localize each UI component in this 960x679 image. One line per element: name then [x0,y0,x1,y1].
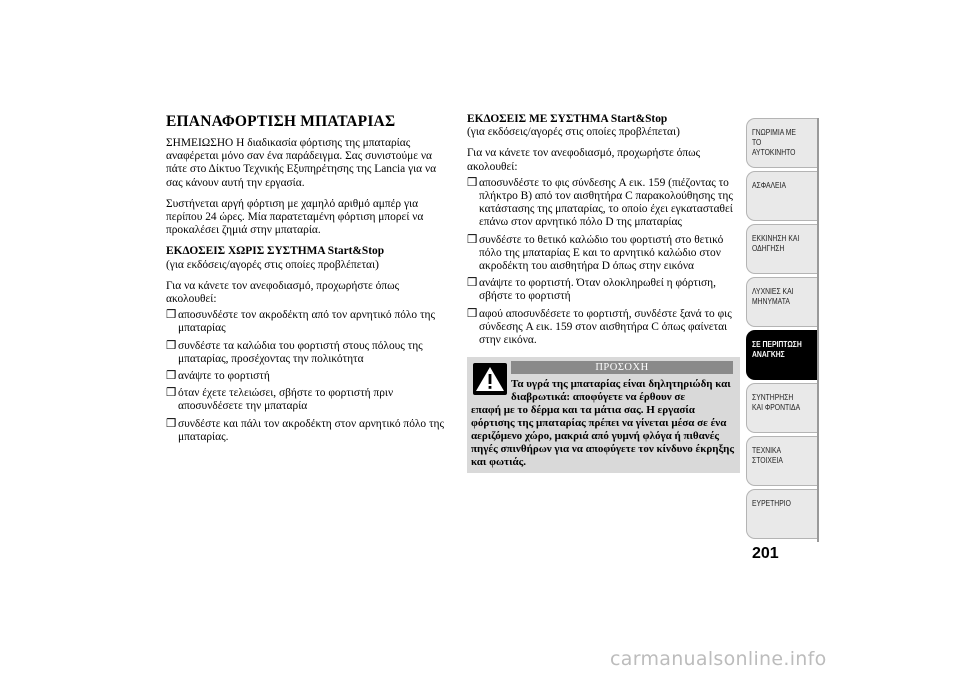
tab-warning-lights[interactable]: ΛΥΧΝΙΕΣ ΚΑΙ ΜΗΝΥΜΑΤΑ [746,277,818,327]
warning-title: ΠΡΟΣΟΧΗ [511,361,733,374]
watermark: carmanualsonline.info [610,648,827,670]
tab-index[interactable]: ΕΥΡΕΤΗΡΙΟ [746,489,818,539]
tab-starting-driving[interactable]: ΕΚΚΙΝΗΣΗ ΚΑΙ ΟΔΗΓΗΣΗ [746,224,818,274]
page-title: ΕΠΑΝΑΦΟΡΤΙΣΗ ΜΠΑΤΑΡΙΑΣ [166,113,396,130]
tab-safety[interactable]: ΑΣΦΑΛΕΙΑ [746,171,818,221]
tab-maintenance[interactable]: ΣΥΝΤΗΡΗΣΗ ΚΑΙ ΦΡΟΝΤΙΔΑ [746,383,818,433]
intro-paragraph: Για να κάνετε τον ανεφοδιασμό, προχωρήστε όπως ακολουθεί: [467,147,701,173]
section-note: (για εκδόσεις/αγορές στις οποίες προβλέπεται) [166,258,379,271]
chapter-tabs [746,118,818,542]
checkbox-bullet-icon: ❒ [467,277,478,290]
checkbox-bullet-icon: ❒ [467,233,478,246]
list-item: ❒ συνδέστε το θετικό καλώδιο του φορτιστή στο θετικό πόλο της μπαταρίας E και το αρνητικό καλώδιο στον ακροδέκτη του αισθητήρα D όπως στην εικόνα [467,233,724,273]
section-title-with-startstop: ΕΚΔΟΣΕΙΣ ΜΕ ΣΥΣΤΗΜΑ Start&Stop [467,113,668,125]
warning-lead-text: Τα υγρά της μπαταρίας είναι δηλητηριώδη και διαβρωτικά: αποφύγετε να έρθουν σε [511,378,731,403]
right-column [467,113,739,351]
list-item: ❒ αποσυνδέστε το φις σύνδεσης A εικ. 159 (πιέζοντας το πλήκτρο B) από τον αισθητήρα C παρακολούθησης της κατάστασης της μπαταρίας, το οποίο έχει εγκατασταθεί επάνω στον αρνητικό πόλο D της μπαταρίας [467,176,733,229]
steps-list [166,309,452,444]
checkbox-bullet-icon: ❒ [166,339,177,352]
page-number: 201 [752,545,779,562]
list-item: ❒ ανάψτε το φορτιστή. Όταν ολοκληρωθεί η φόρτιση, σβήστε το φορτιστή [467,277,716,303]
warning-triangle-icon [473,363,507,395]
warning-box [467,357,740,473]
tab-divider [817,118,819,542]
checkbox-bullet-icon: ❒ [467,307,478,320]
warning-body-text: επαφή με το δέρμα και τα μάτια σας. Η εργασία φόρτισης της μπαταρίας πρέπει να γίνεται μέσα σε ένα αεριζόμενο χώρο, μακριά από γυμνή φλόγα ή πιθανές πηγές σπινθήρων για να αποφύγετε τον κίνδυνο έκρηξης και φωτιάς. [471,404,735,468]
list-item: ❒ αφού αποσυνδέσετε το φορτιστή, συνδέστε ξανά το φις σύνδεσης A εικ. 159 στον αισθητήρα C όπως φαίνεται στην εικόνα. [467,307,732,347]
note-paragraph: ΣΗΜΕΙΩΣΗΟ Η διαδικασία φόρτισης της μπαταρίας αναφέρεται μόνο σαν ένα παράδειγμα. Σας συνιστούμε να πάτε στο Δίκτυο Τεχνικής Εξυπηρέτησης της Lancia για να σας κάνουν αυτή την εργασία. [166,137,437,189]
list-item: ❒ ανάψτε το φορτιστή [166,370,270,383]
tab-emergency[interactable]: ΣΕ ΠΕΡΙΠΤΩΣΗ ΑΝΑΓΚΗΣ [746,330,818,380]
section-title-without-startstop: ΕΚΔΟΣΕΙΣ ΧΩΡΙΣ ΣΥΣΤΗΜΑ Start&Stop [166,245,385,258]
list-item: ❒ όταν έχετε τελειώσει, σβήστε το φορτιστή πριν αποσυνδέσετε την μπαταρία [166,387,394,413]
list-item: ❒ αποσυνδέστε τον ακροδέκτη από τον αρνητικό πόλο της μπαταρίας [166,309,435,335]
checkbox-bullet-icon: ❒ [166,309,177,322]
section-note: (για εκδόσεις/αγορές στις οποίες προβλέπεται) [467,126,680,139]
checkbox-bullet-icon: ❒ [166,417,177,430]
steps-list [467,177,739,347]
charging-paragraph: Συστήνεται αργή φόρτιση με χαμηλό αριθμό αμπέρ για περίπου 24 ώρες. Μία παρατεταμένη φόρτιση μπορεί να προκαλέσει ζημιά στην μπαταρία. [166,197,424,237]
list-item: ❒ συνδέστε τα καλώδια του φορτιστή στους πόλους της μπαταρίας, προσέχοντας την πολικότητα [166,339,423,365]
intro-paragraph: Για να κάνετε τον ανεφοδιασμό, προχωρήστε όπως ακολουθεί: [166,279,400,306]
list-item: ❒ συνδέστε και πάλι τον ακροδέκτη στον αρνητικό πόλο της μπαταρίας. [166,417,444,443]
tab-vehicle-intro[interactable]: ΓΝΩΡΙΜΙΑ ΜΕ ΤΟ ΑΥΤΟΚΙΝΗΤΟ [746,118,818,168]
left-column [166,113,452,448]
checkbox-bullet-icon: ❒ [467,176,478,189]
checkbox-bullet-icon: ❒ [166,370,177,383]
tab-technical-data[interactable]: ΤΕΧΝΙΚΑ ΣΤΟΙΧΕΙΑ [746,436,818,486]
checkbox-bullet-icon: ❒ [166,387,177,400]
